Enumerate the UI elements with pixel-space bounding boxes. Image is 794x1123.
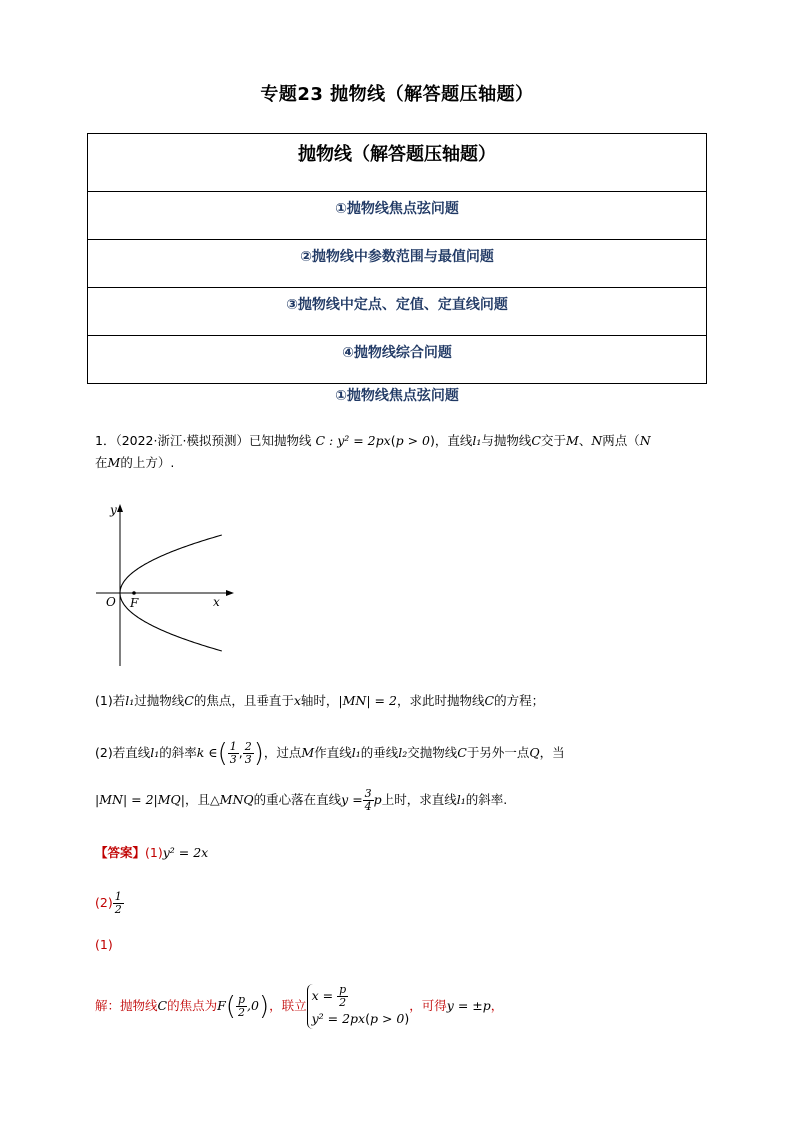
contents-item-2[interactable]: ②抛物线中参数范围与最值问题 [88,240,707,288]
focus-point [132,591,136,595]
section-title: ①抛物线焦点弦问题 [335,388,459,404]
contents-item-1[interactable]: ①抛物线焦点弦问题 [88,192,707,240]
answer-line-2: (2) $\frac{1}{2}$ [95,890,122,916]
solution-part-label: (1) [95,937,113,952]
answer-line-1: 【答案】(1)y² = 2x [95,845,209,860]
answer-label: 【答案】 [95,845,146,860]
part-2-question-line-1: (2)若直线l₁的斜率k ∈( $\frac{1}{3}$ , $\frac{2}{3}$ )，过点M作直线l₁的垂线l₂交抛物线C于另外一点Q，当 [95,738,565,769]
part-1-question: (1)若l₁过抛物线C的焦点，且垂直于x轴时，|MN| = 2，求此时抛物线C的方程； [95,693,545,708]
contents-item-3[interactable]: ③抛物线中定点、定值、定直线问题 [88,288,707,336]
y-axis-arrow [117,504,123,512]
page-title: 专题23 抛物线（解答题压轴题） [260,84,534,105]
parabola-figure [88,500,238,670]
x-axis-arrow [226,590,234,596]
origin-label: O [106,595,116,609]
contents-header: 抛物线（解答题压轴题） [88,134,707,192]
x-axis-label: x [213,595,220,609]
contents-item-4[interactable]: ④抛物线综合问题 [88,336,707,384]
part-2-question-line-2: |MN| = 2|MQ|，且△MNQ的重心落在直线y = $\frac{3}{4}$ p上时，求直线l₁的斜率. [95,787,508,813]
equation-system: x = $\frac{p}{2}$ y² = 2px(p > 0) [307,984,410,1029]
solution-text: 解：抛物线C的焦点为F( $\frac{p}{2}$ ,0)，联立 x = $\frac{p}{2}$ y² = 2px(p > 0) ，可得y = ±p， [95,980,715,1033]
y-axis-label: y [110,503,117,517]
problem-statement: 1．（2022·浙江·模拟预测）已知抛物线 C : y² = 2px(p > 0)，直线l₁与抛物线C交于M、N两点（N 在M的上方）. [95,433,651,470]
focus-label: F [130,596,139,610]
contents-table [87,133,707,384]
